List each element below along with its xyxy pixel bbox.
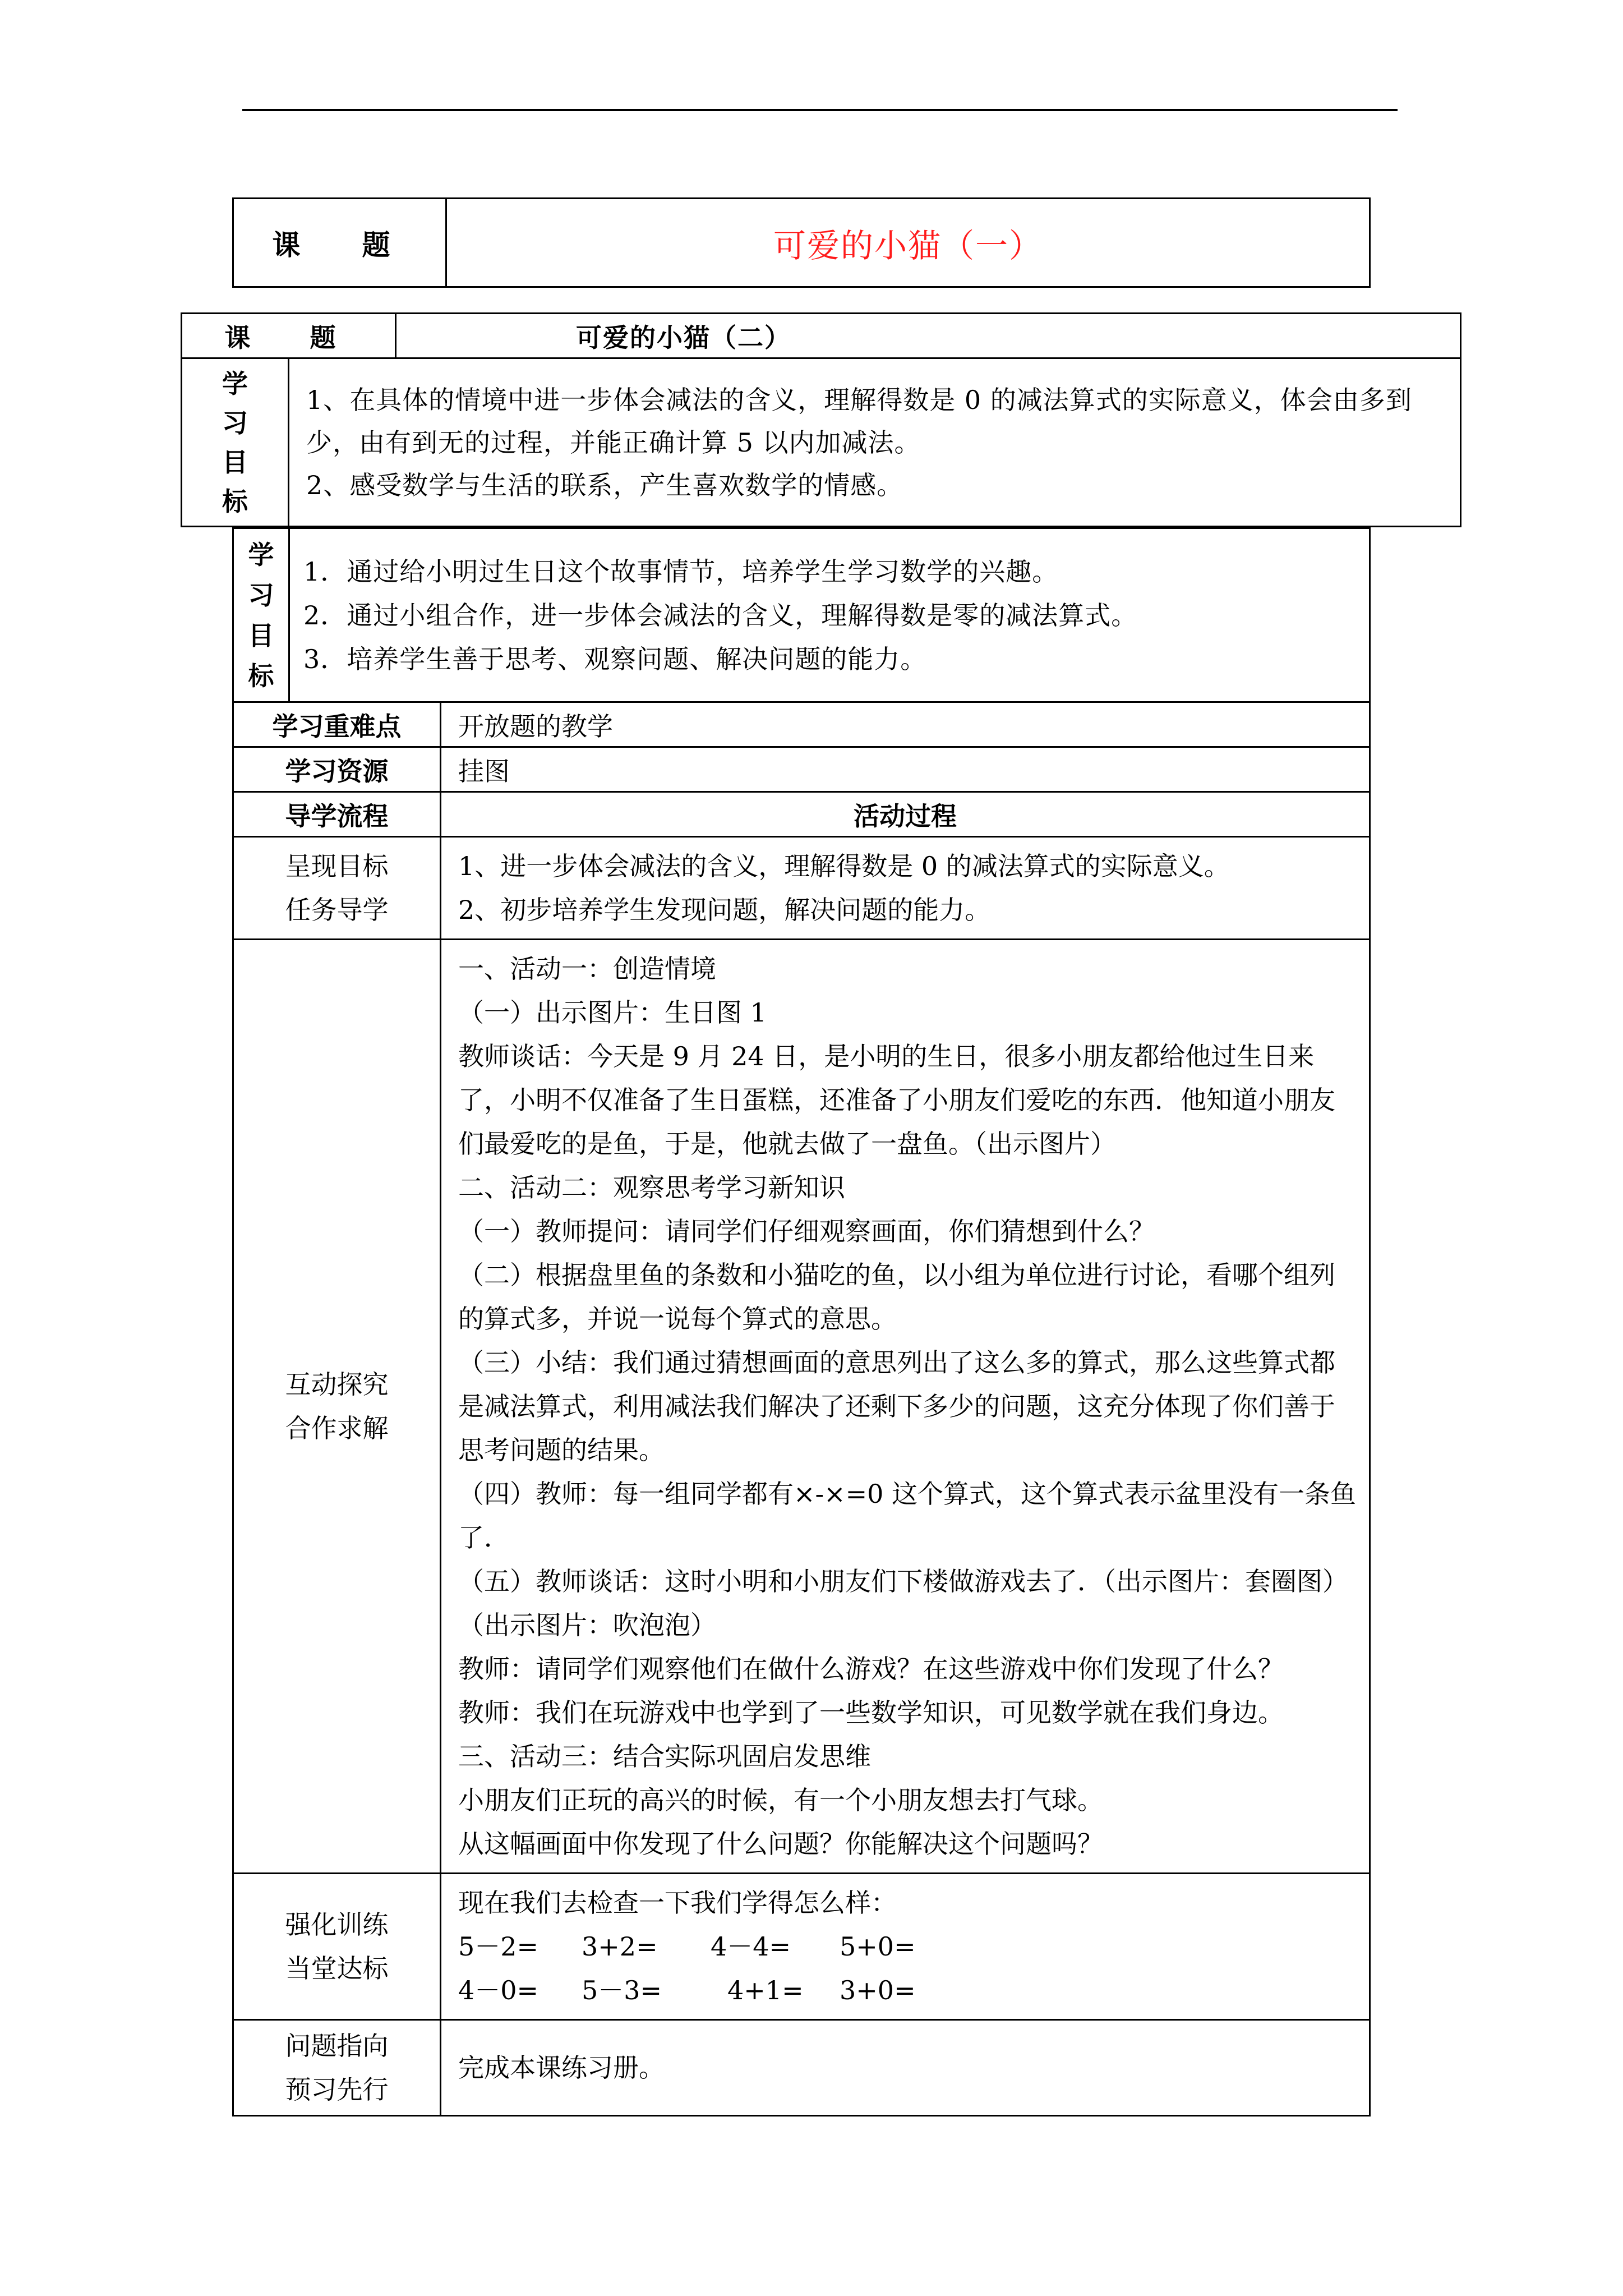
content-line: 教师：我们在玩游戏中也学到了一些数学知识，可见数学就在我们身边。 xyxy=(458,1697,1284,1728)
content-line: （一）出示图片：生日图 1 xyxy=(458,997,767,1028)
exercise-row xyxy=(458,1925,1358,1968)
section-label-line: 互动探究 xyxy=(285,1369,389,1400)
exercise: 3+0= xyxy=(840,1975,916,2005)
section-content: 完成本课练习册。 xyxy=(441,2020,1370,2116)
main-table xyxy=(232,527,1371,2116)
label-char: 学 xyxy=(222,368,248,399)
exercise: 4+1= xyxy=(727,1975,804,2005)
content-line: （一）教师提问：请同学们仔细观察画面，你们猜想到什么？ xyxy=(458,1216,1155,1246)
lesson-title: 可爱的小猫（一） xyxy=(446,199,1370,287)
header-rule xyxy=(242,109,1398,111)
exercise: 3+2= xyxy=(582,1931,658,1962)
activity-label: 活动过程 xyxy=(441,792,1370,837)
label-char: 习 xyxy=(248,579,274,610)
content-line: （五）教师谈话：这时小明和小朋友们下楼做游戏去了．（出示图片：套圈图） xyxy=(458,1566,1348,1596)
content-line: 教师：请同学们观察他们在做什么游戏？在这些游戏中你们发现了什么？ xyxy=(458,1654,1284,1684)
content-line: （三）小结：我们通过猜想画面的意思列出了这么多的算式，那么这些算式都是减法算式，利用减法我们解决了还剩下多少的问题，这充分体现了你们善于思考问题的结果。 xyxy=(458,1347,1335,1465)
objectives-label-vertical xyxy=(182,358,289,527)
content-line: 三、活动三：结合实际巩固启发思维 xyxy=(458,1741,871,1772)
objective-line: 2、感受数学与生活的联系，产生喜欢数学的情感。 xyxy=(306,470,903,500)
content-line: 2、初步培养学生发现问题，解决问题的能力。 xyxy=(458,895,991,925)
flow-label: 导学流程 xyxy=(233,792,441,837)
resources-label: 学习资源 xyxy=(233,747,441,792)
objective-line: 1、在具体的情境中进一步体会减法的含义，理解得数是 0 的减法算式的实际意义，体会由多到少，由有到无的过程，并能正确计算 5 以内加减法。 xyxy=(306,384,1412,458)
key-points-label: 学习重难点 xyxy=(233,702,441,747)
content-line: 二、活动二：观察思考学习新知识 xyxy=(458,1172,845,1203)
section-label xyxy=(233,1874,441,2020)
content-line: 小朋友们正玩的高兴的时候，有一个小朋友想去打气球。 xyxy=(458,1785,1103,1815)
section-label-line: 强化训练 xyxy=(285,1910,389,1940)
key-points-value: 开放题的教学 xyxy=(441,702,1370,747)
section-label-line: 任务导学 xyxy=(285,895,389,925)
section-label xyxy=(233,940,441,1874)
section-label xyxy=(233,837,441,940)
objectives-text xyxy=(289,358,1461,527)
resources-value: 挂图 xyxy=(441,747,1370,792)
content-line: 现在我们去检查一下我们学得怎么样： xyxy=(458,1888,897,1918)
label-char: 目 xyxy=(248,620,274,651)
label-char: 学 xyxy=(248,539,274,570)
topic-label: 课 题 xyxy=(233,199,446,287)
exercise: 5－3= xyxy=(582,1975,662,2005)
exercise-row xyxy=(458,1968,1358,2012)
content-line: 教师谈话：今天是 9 月 24 日，是小明的生日，很多小朋友都给他过生日来了，小明不仅准备了生日蛋糕，还准备了小朋友们爱吃的东西．他知道小朋友们最爱吃的是鱼，于是，他就去做了一盘鱼。（出示图片） xyxy=(458,1041,1335,1159)
second-table xyxy=(181,312,1461,527)
exercise: 4－4= xyxy=(711,1931,791,1962)
header-table xyxy=(232,197,1371,288)
content-line: 1、进一步体会减法的含义，理解得数是 0 的减法算式的实际意义。 xyxy=(458,851,1230,881)
section-label-line: 合作求解 xyxy=(285,1413,389,1443)
objectives-list xyxy=(289,528,1370,702)
section-content xyxy=(441,837,1370,940)
section-label-line: 呈现目标 xyxy=(285,851,389,881)
label-char: 标 xyxy=(222,486,248,517)
section-label-line: 当堂达标 xyxy=(285,1953,389,1984)
content-line: （出示图片：吹泡泡） xyxy=(458,1610,716,1640)
section-label-line: 问题指向 xyxy=(285,2031,389,2061)
label-char: 习 xyxy=(222,407,248,438)
objective-line: 2．通过小组合作，进一步体会减法的含义，理解得数是零的减法算式。 xyxy=(303,600,1138,631)
exercise: 4－0= xyxy=(458,1975,539,2005)
lesson-title-2: 可爱的小猫（二） xyxy=(396,314,1461,358)
section-label xyxy=(233,2020,441,2116)
content-line: （四）教师：每一组同学都有×-×=0 这个算式，这个算式表示盆里没有一条鱼了． xyxy=(458,1479,1357,1553)
topic-label-2: 课 题 xyxy=(182,314,396,358)
exercise: 5+0= xyxy=(840,1931,916,1962)
objective-line: 3．培养学生善于思考、观察问题、解决问题的能力。 xyxy=(303,643,927,674)
section-content xyxy=(441,1874,1370,2020)
section-label-line: 预习先行 xyxy=(285,2074,389,2105)
label-char: 目 xyxy=(222,447,248,477)
section-content xyxy=(441,940,1370,1874)
label-char: 标 xyxy=(248,660,274,691)
content-line: （二）根据盘里鱼的条数和小猫吃的鱼，以小组为单位进行讨论，看哪个组列的算式多，并说一说每个算式的意思。 xyxy=(458,1260,1335,1334)
content-line: 从这幅画面中你发现了什么问题？你能解决这个问题吗？ xyxy=(458,1829,1103,1859)
objective-line: 1．通过给小明过生日这个故事情节，培养学生学习数学的兴趣。 xyxy=(303,556,1059,587)
content-line: 一、活动一：创造情境 xyxy=(458,954,716,984)
objectives-label-vertical-2 xyxy=(233,528,289,702)
exercise: 5－2= xyxy=(458,1931,539,1962)
